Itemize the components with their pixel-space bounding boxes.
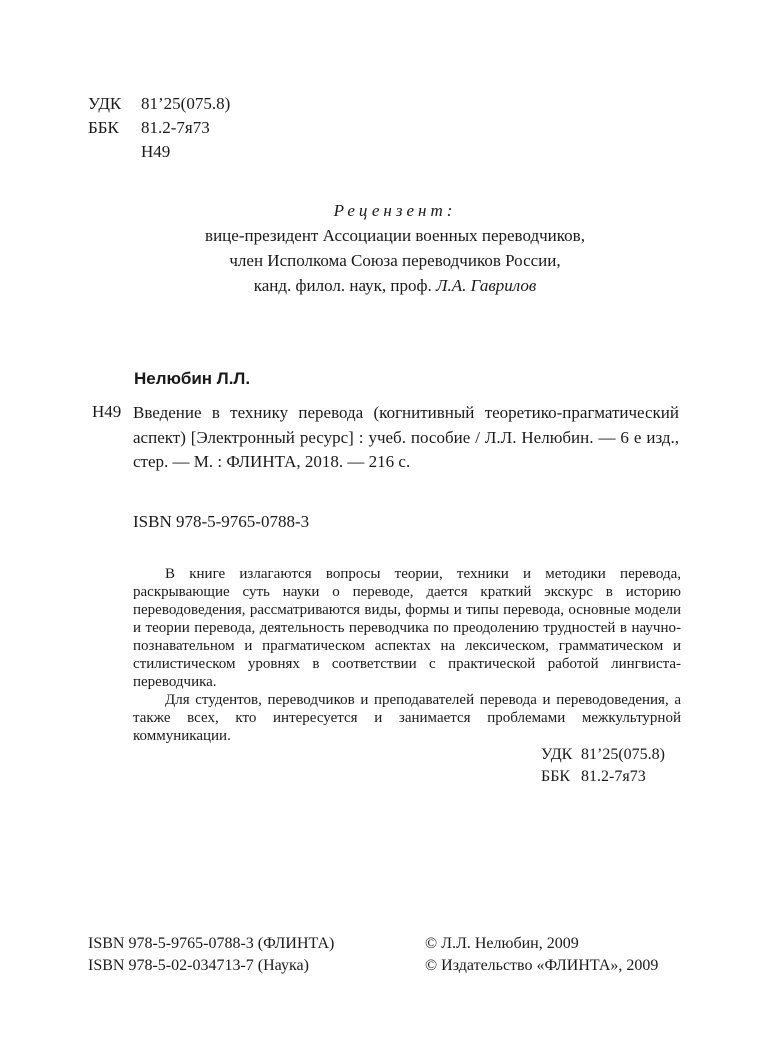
footer-isbn-block	[88, 933, 334, 977]
classification-codes-top	[88, 92, 230, 164]
footer-isbn-2: ISBN 978-5-02-034713-7 (Наука)	[88, 957, 309, 974]
classification-codes-right	[541, 744, 665, 788]
udk-label: УДК	[88, 94, 122, 113]
udk-label-right: УДК	[541, 746, 573, 763]
reviewer-block	[100, 198, 690, 298]
reviewer-line-2: член Исполкома Союза переводчиков России,	[229, 251, 561, 270]
footer-copyright-block	[425, 933, 658, 977]
reviewer-heading: Рецензент:	[333, 201, 457, 220]
abstract-block	[133, 565, 681, 745]
bbk-value: 81.2-7я73	[141, 118, 210, 137]
udk-value-right: 81’25(075.8)	[581, 746, 665, 763]
author-mark-line	[88, 140, 230, 164]
abstract-paragraph-2: Для студентов, переводчиков и преподавателей перевода и переводоведения, а также всех, кто интересуется и занимается проблемами межкультурной коммуникации.	[133, 692, 681, 744]
reviewer-credentials: канд. филол. наук, проф.	[253, 276, 437, 295]
bbk-label: ББК	[88, 118, 119, 137]
footer-isbn-1: ISBN 978-5-9765-0788-3 (ФЛИНТА)	[88, 935, 335, 952]
book-author-mark: Н49	[92, 402, 122, 421]
author-mark: Н49	[141, 142, 171, 161]
book-description: Введение в технику перевода (когнитивный теоретико-прагматический аспект) [Электронный ресурс] : учеб. пособие / Л.Л. Нелюбин. — 6 е изд., стер. — М. : ФЛИНТА, 2018. — 216 с.	[133, 403, 679, 471]
abstract-paragraph-1: В книге излагаются вопросы теории, техники и методики перевода, раскрывающие суть науки о переводе, дается краткий экскурс в историю переводоведения, рассматриваются виды, формы и типы перевода, основные модели и теории перевода, деятельность переводчика по преодолению трудностей в научно-познавательном и прагматическом аспектах на лексическом, грамматическом и стилистическом уровнях в соответствии с практической работой лингвиста-переводчика.	[133, 566, 681, 690]
udk-line-right	[541, 744, 665, 766]
reviewer-line-1: вице-президент Ассоциации военных переводчиков,	[205, 226, 585, 245]
bbk-label-right: ББК	[541, 768, 571, 785]
book-author: Нелюбин Л.Л.	[134, 369, 251, 388]
footer-copyright-2: © Издательство «ФЛИНТА», 2009	[425, 957, 659, 974]
bbk-line	[88, 116, 230, 140]
reviewer-name: Л.А. Гаврилов	[436, 276, 537, 295]
bbk-value-right: 81.2-7я73	[581, 768, 646, 785]
book-isbn: ISBN 978-5-9765-0788-3	[133, 512, 310, 531]
footer-copyright-1: © Л.Л. Нелюбин, 2009	[425, 935, 579, 952]
udk-line	[88, 92, 230, 116]
udk-value: 81’25(075.8)	[141, 94, 231, 113]
reviewer-line-3	[100, 273, 690, 298]
bbk-line-right	[541, 766, 665, 788]
